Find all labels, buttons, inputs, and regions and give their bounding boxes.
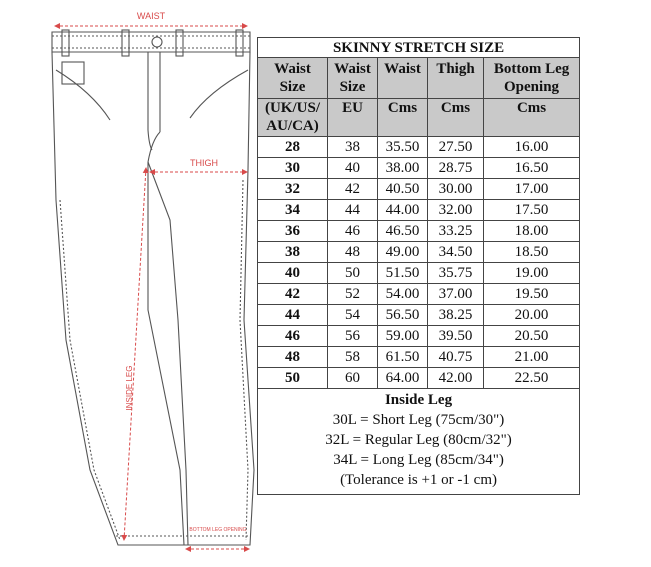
eu-size-cell: 56 xyxy=(328,326,378,347)
inside-leg-tolerance: (Tolerance is +1 or -1 cm) xyxy=(340,472,497,488)
bottom-leg-cell: 22.50 xyxy=(484,368,580,389)
thigh-cell: 28.75 xyxy=(428,158,484,179)
table-row xyxy=(258,179,580,200)
eu-size-cell: 50 xyxy=(328,263,378,284)
thigh-cell: 35.75 xyxy=(428,263,484,284)
table-row xyxy=(258,200,580,221)
bottom-leg-cell: 17.50 xyxy=(484,200,580,221)
table-row xyxy=(258,284,580,305)
thigh-dimension xyxy=(150,158,247,172)
waist-cell: 46.50 xyxy=(378,221,428,242)
uk-size-cell: 36 xyxy=(258,221,328,242)
uk-size-cell: 32 xyxy=(258,179,328,200)
inside-leg-info xyxy=(258,389,580,495)
header-bottom-leg: Bottom Leg Opening xyxy=(484,58,580,99)
inside-leg-regular: 32L = Regular Leg (80cm/32") xyxy=(325,432,512,448)
waist-cell: 59.00 xyxy=(378,326,428,347)
thigh-cell: 32.00 xyxy=(428,200,484,221)
table-title: SKINNY STRETCH SIZE xyxy=(258,38,580,58)
front-pocket xyxy=(56,70,110,120)
thigh-cell: 27.50 xyxy=(428,137,484,158)
waistband xyxy=(52,32,250,52)
thigh-cell: 30.00 xyxy=(428,179,484,200)
table-unit-row xyxy=(258,99,580,137)
waist-cell: 56.50 xyxy=(378,305,428,326)
uk-size-cell: 28 xyxy=(258,137,328,158)
front-pocket xyxy=(190,70,248,118)
bottom-leg-cell: 20.00 xyxy=(484,305,580,326)
uk-size-cell: 42 xyxy=(258,284,328,305)
unit-thigh: Cms xyxy=(428,99,484,137)
waist-cell: 35.50 xyxy=(378,137,428,158)
eu-size-cell: 46 xyxy=(328,221,378,242)
inside-leg-title: Inside Leg xyxy=(384,392,453,408)
unit-waist: Cms xyxy=(378,99,428,137)
unit-bottom-leg: Cms xyxy=(484,99,580,137)
uk-size-cell: 46 xyxy=(258,326,328,347)
waist-cell: 61.50 xyxy=(378,347,428,368)
inside-leg-row xyxy=(258,389,580,495)
coin-pocket xyxy=(62,62,84,84)
eu-size-cell: 38 xyxy=(328,137,378,158)
uk-size-cell: 34 xyxy=(258,200,328,221)
uk-size-cell: 44 xyxy=(258,305,328,326)
table-title-row xyxy=(258,38,580,58)
header-waist: Waist xyxy=(378,58,428,99)
waist-label: WAIST xyxy=(136,11,166,21)
thigh-cell: 34.50 xyxy=(428,242,484,263)
unit-eu: EU xyxy=(328,99,378,137)
thigh-cell: 37.00 xyxy=(428,284,484,305)
bottom-leg-cell: 19.00 xyxy=(484,263,580,284)
thigh-cell: 38.25 xyxy=(428,305,484,326)
table-row xyxy=(258,137,580,158)
bottom-leg-cell: 16.50 xyxy=(484,158,580,179)
size-chart-table xyxy=(257,37,580,495)
table-row xyxy=(258,347,580,368)
bottom-leg-cell: 20.50 xyxy=(484,326,580,347)
table-header-row xyxy=(258,58,580,99)
fly-stitch xyxy=(148,52,160,150)
thigh-cell: 39.50 xyxy=(428,326,484,347)
waist-cell: 51.50 xyxy=(378,263,428,284)
eu-size-cell: 60 xyxy=(328,368,378,389)
inside-leg-label: INSIDE LEG xyxy=(125,365,134,411)
waist-cell: 54.00 xyxy=(378,284,428,305)
unit-uk: (UK/US/ AU/CA) xyxy=(258,99,328,137)
table-row xyxy=(258,326,580,347)
bottom-leg-cell: 16.00 xyxy=(484,137,580,158)
eu-size-cell: 52 xyxy=(328,284,378,305)
bottom-leg-label: BOTTOM LEG OPENING xyxy=(189,527,247,533)
header-thigh: Thigh xyxy=(428,58,484,99)
jeans-outline xyxy=(52,30,254,545)
eu-size-cell: 58 xyxy=(328,347,378,368)
uk-size-cell: 40 xyxy=(258,263,328,284)
waist-dimension xyxy=(55,11,247,26)
uk-size-cell: 50 xyxy=(258,368,328,389)
bottom-leg-cell: 19.50 xyxy=(484,284,580,305)
waist-cell: 40.50 xyxy=(378,179,428,200)
inside-leg-long: 34L = Long Leg (85cm/34") xyxy=(333,452,504,468)
thigh-cell: 33.25 xyxy=(428,221,484,242)
uk-size-cell: 30 xyxy=(258,158,328,179)
bottom-leg-cell: 17.00 xyxy=(484,179,580,200)
uk-size-cell: 48 xyxy=(258,347,328,368)
eu-size-cell: 48 xyxy=(328,242,378,263)
left-leg xyxy=(52,52,184,545)
bottom-leg-dimension xyxy=(186,527,249,549)
eu-size-cell: 42 xyxy=(328,179,378,200)
eu-size-cell: 44 xyxy=(328,200,378,221)
table-row xyxy=(258,242,580,263)
inside-leg-dimension xyxy=(124,168,146,540)
jeans-diagram xyxy=(0,0,255,567)
table-body xyxy=(258,137,580,389)
thigh-cell: 40.75 xyxy=(428,347,484,368)
header-uk-size: Waist Size xyxy=(258,58,328,99)
button-icon xyxy=(152,37,162,47)
waist-cell: 38.00 xyxy=(378,158,428,179)
waist-cell: 44.00 xyxy=(378,200,428,221)
eu-size-cell: 40 xyxy=(328,158,378,179)
waist-cell: 64.00 xyxy=(378,368,428,389)
bottom-leg-cell: 18.50 xyxy=(484,242,580,263)
waist-cell: 49.00 xyxy=(378,242,428,263)
bottom-leg-cell: 18.00 xyxy=(484,221,580,242)
table-row xyxy=(258,368,580,389)
eu-size-cell: 54 xyxy=(328,305,378,326)
bottom-leg-cell: 21.00 xyxy=(484,347,580,368)
right-leg xyxy=(184,52,254,545)
thigh-cell: 42.00 xyxy=(428,368,484,389)
table-row xyxy=(258,263,580,284)
inside-leg-short: 30L = Short Leg (75cm/30") xyxy=(332,412,505,428)
header-eu-size: Waist Size xyxy=(328,58,378,99)
thigh-label: THIGH xyxy=(190,158,218,168)
table-row xyxy=(258,221,580,242)
table-row xyxy=(258,305,580,326)
uk-size-cell: 38 xyxy=(258,242,328,263)
table-row xyxy=(258,158,580,179)
